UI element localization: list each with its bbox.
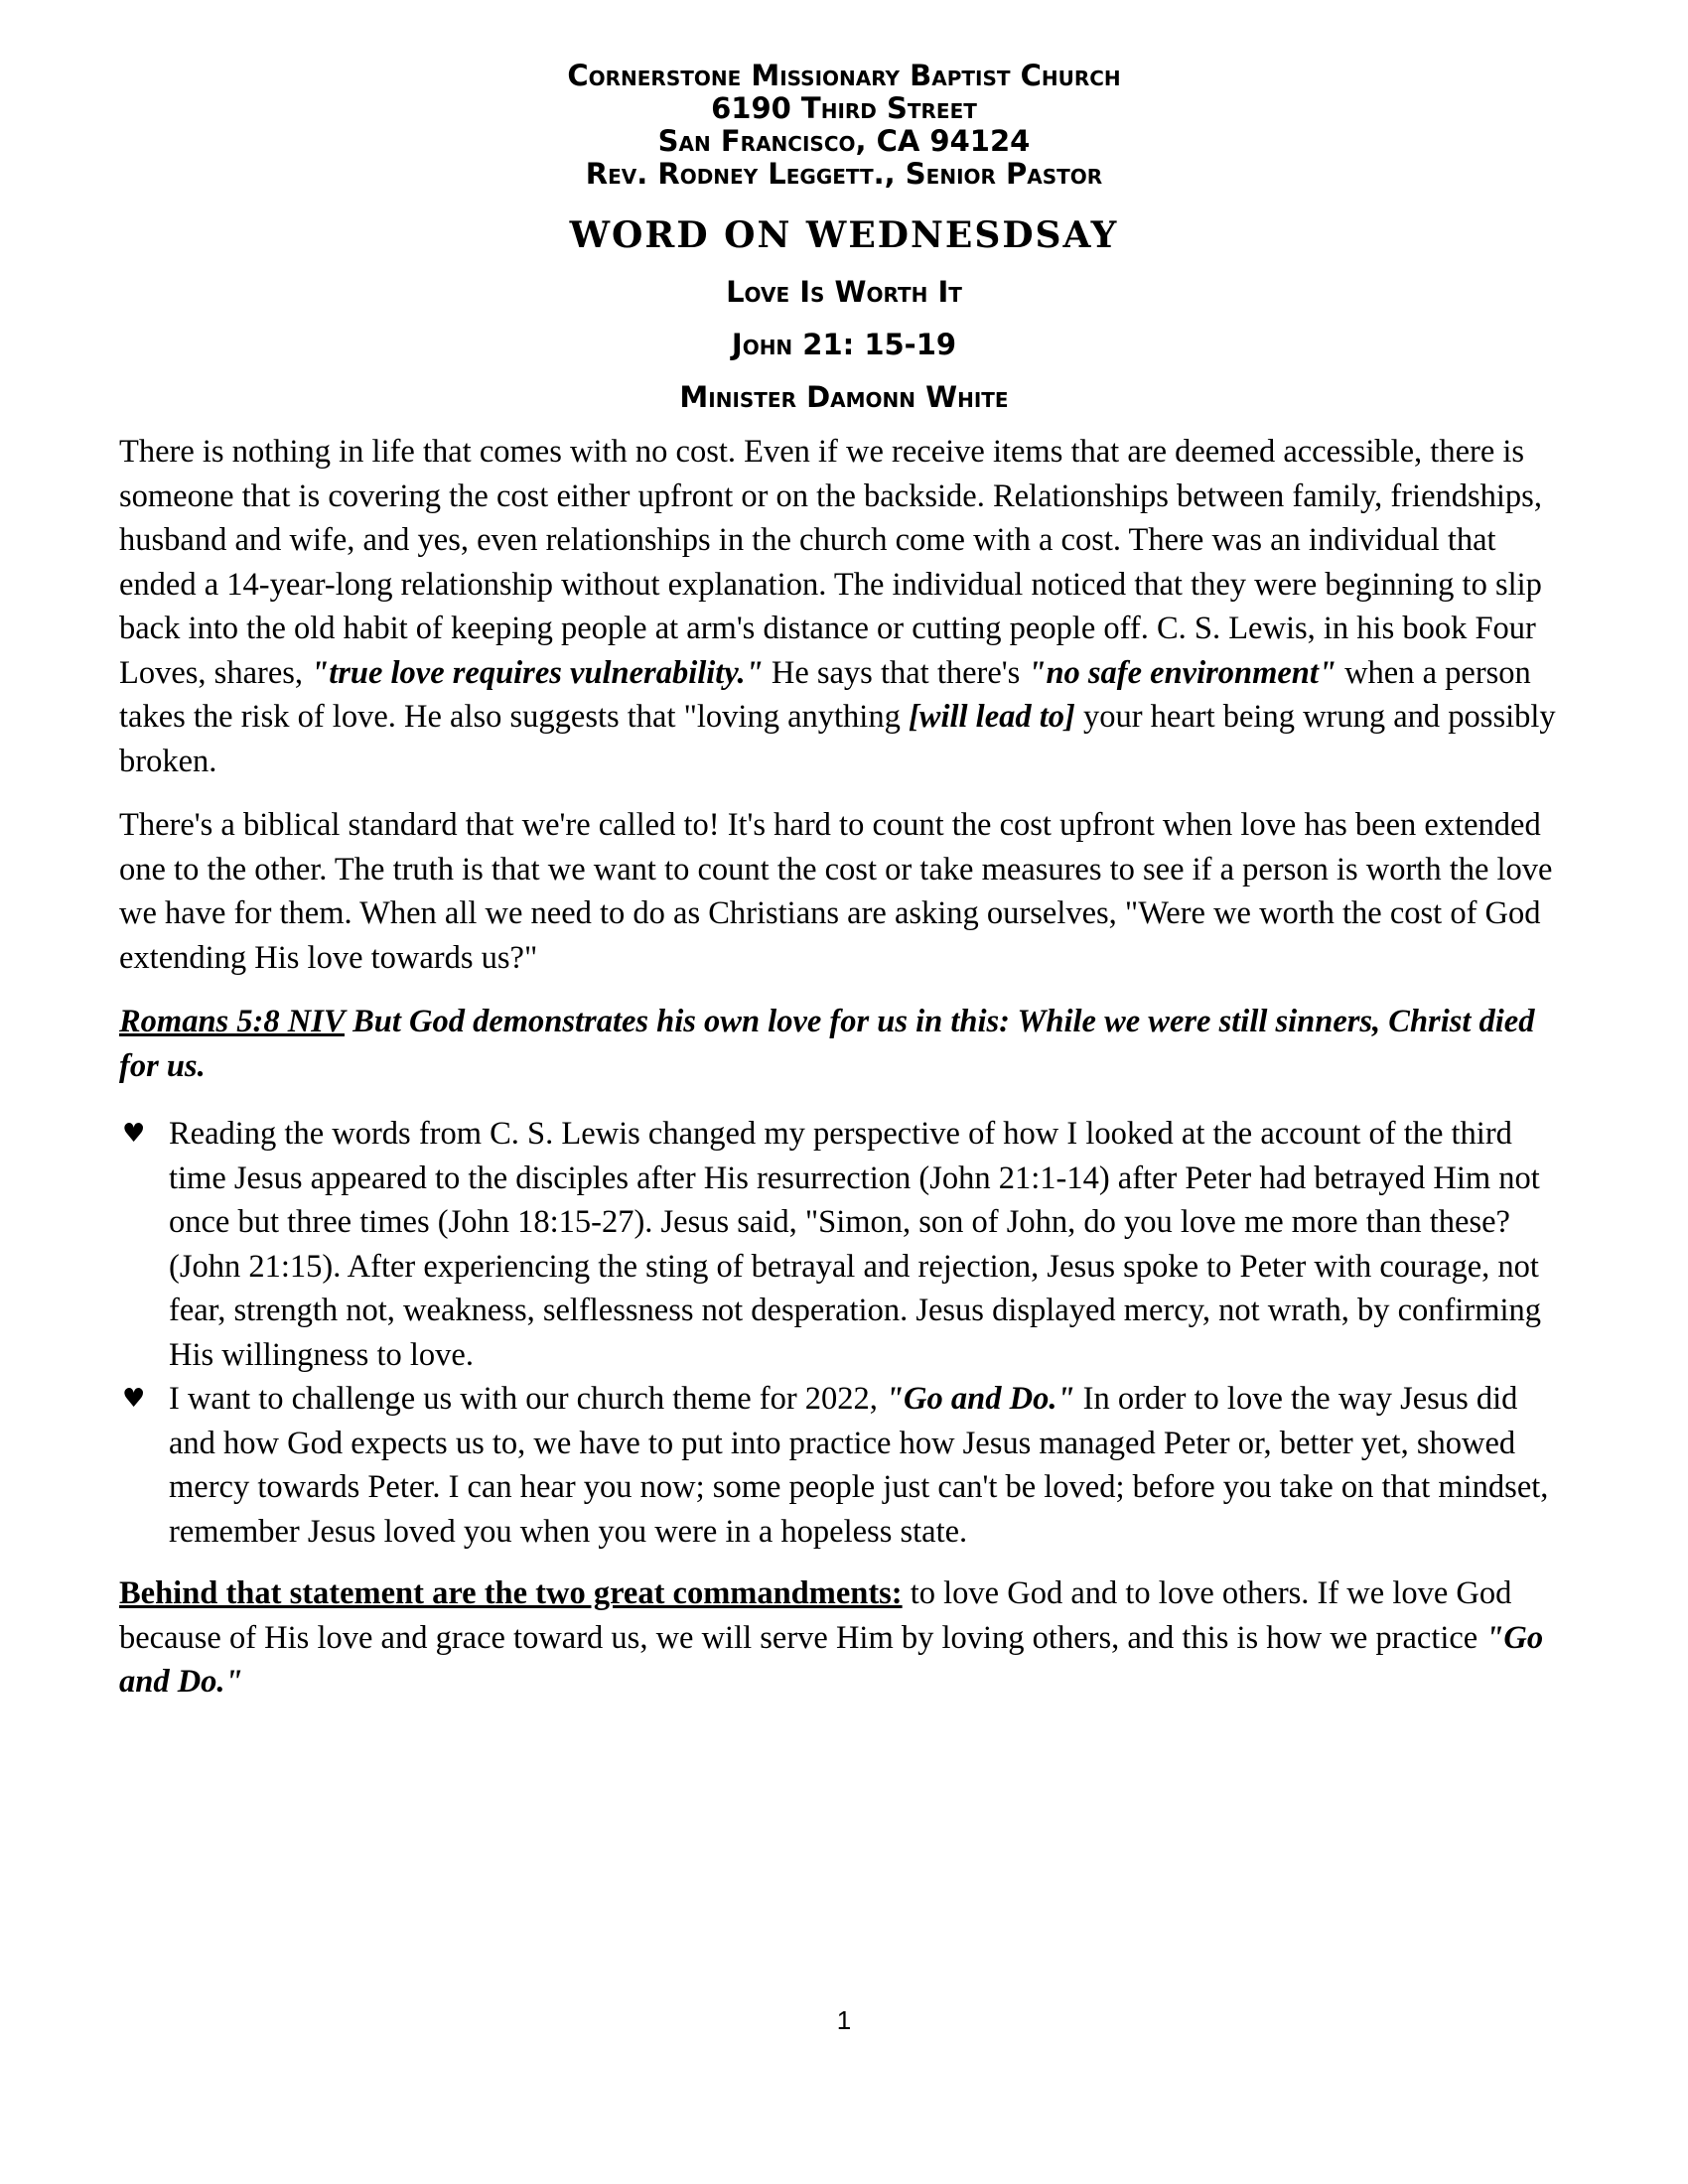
bullet-text-2-part1: I want to challenge us with our church theme for 2022, <box>169 1381 887 1417</box>
bullet-text-2-part2: In order to love the way Jesus did and how God expects us to, we have to put into practice how Jesus managed Peter or, better yet, showed mercy towards Peter. I can hear you now; some people just can't be loved; before you take on that mindset, remember Jesus loved you when you were in a hopeless state. <box>169 1381 1549 1550</box>
verse-reference: Romans 5:8 NIV <box>119 1004 345 1039</box>
bullet-theme: "Go and Do." <box>886 1381 1075 1417</box>
bullet-text-1: Reading the words from C. S. Lewis changed my perspective of how I looked at the account of the third time Jesus appeared to the disciples after His resurrection (John 21:1-14) after Peter had betrayed Him not once but three times (John 18:15-27). Jesus said, "Simon, son of John, do you love me more than these? (John 21:15). After experiencing the sting of betrayal and rejection, Jesus spoke to Peter with courage, not fear, strength not, weakness, selflessness not desperation. Jesus displayed mercy, not wrath, by confirming His willingness to love. <box>169 1116 1542 1373</box>
page-number: 1 <box>836 2005 852 2035</box>
sermon-scripture: John 21: 15-19 <box>731 328 957 361</box>
bullet-list <box>119 1112 1569 1554</box>
scripture-verse <box>119 1000 1569 1088</box>
heart-icon: ♥ <box>122 1119 146 1149</box>
closing-theme: "Go and Do." <box>119 1619 1544 1700</box>
paragraph-biblical-standard: There's a biblical standard that we're called to! It's hard to count the cost upfront when love has been extended one to the other. The truth is that we want to count the cost or take measures to see if a person is worth the love we have for them. When all we need to do as Christians are asking ourselves, "Were we worth the cost of God extending His love towards us?" <box>119 807 1553 976</box>
church-city: San Francisco, CA 94124 <box>657 124 1031 158</box>
church-header <box>119 60 1569 191</box>
list-item <box>119 1112 1569 1377</box>
quote-vulnerability: "true love requires vulnerability." <box>311 654 764 691</box>
page-title: WORD ON WEDNESDSAY <box>569 214 1119 256</box>
closing-text: to love God and to love others. If we love God because of His love and grace toward us, we will serve Him by loving others, and this is how we practice <box>119 1575 1512 1656</box>
sermon-body <box>119 430 1569 1705</box>
document-page <box>119 60 1569 1705</box>
church-name: Cornerstone Missionary Baptist Church <box>567 59 1121 92</box>
sermon-speaker: Minister Damonn White <box>679 380 1009 414</box>
paragraph-intro-part3: when a person takes the risk of love. He also suggests that "loving anything <box>119 654 1531 735</box>
paragraph-intro-part2: He says that there's <box>763 654 1029 691</box>
verse-text: But God demonstrates his own love for us in this: While we were still sinners, Christ died for us. <box>119 1004 1535 1084</box>
paragraph-closing <box>119 1571 1569 1705</box>
paragraph-intro-part4: your heart being wrung and possibly broken. <box>119 699 1556 779</box>
closing-lead: Behind that statement are the two great commandments: <box>119 1575 903 1611</box>
paragraph-intro-part1: There is nothing in life that comes with no cost. Even if we receive items that are deemed accessible, there is someone that is covering the cost either upfront or on the backside. Relationships between family, friendships, husband and wife, and yes, even relationships in the church come with a cost. There was an individual that ended a 14-year-long relationship without explanation. The individual noticed that they were beginning to slip back into the old habit of keeping people at arm's distance or cutting people off. C. S. Lewis, in his book Four Loves, shares, <box>119 434 1542 691</box>
quote-safe-environment: "no safe environment" <box>1028 654 1336 691</box>
heart-icon: ♥ <box>122 1384 146 1414</box>
church-pastor: Rev. Rodney Leggett., Senior Pastor <box>585 157 1103 191</box>
church-street: 6190 Third Street <box>711 91 977 125</box>
list-item <box>119 1377 1569 1554</box>
paragraph-intro <box>119 430 1569 783</box>
quote-insert: [will lead to] <box>908 699 1075 735</box>
sermon-topic: Love Is Worth It <box>726 275 962 309</box>
